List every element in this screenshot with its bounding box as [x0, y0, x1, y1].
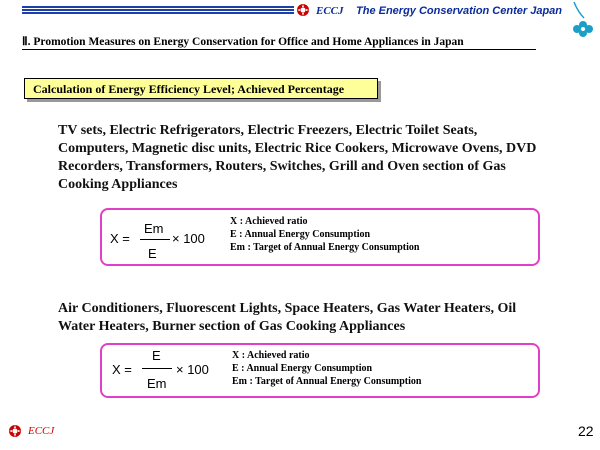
legend-x: X : Achieved ratio [230, 216, 308, 227]
footer-org-abbrev: ECCJ [28, 425, 55, 437]
legend-e: E : Annual Energy Consumption [230, 229, 371, 240]
formula-denominator: E [148, 246, 157, 261]
header-org-abbrev: ECCJ [316, 5, 344, 17]
header-rule [22, 6, 294, 15]
formula-multiplier: × 100 [172, 231, 205, 246]
header-org-name: The Energy Conservation Center Japan [356, 5, 562, 17]
legend-em: Em : Target of Annual Energy Consumption [232, 376, 422, 387]
eccj-logo-icon [296, 3, 310, 17]
clover-logo-icon [568, 0, 598, 42]
product-list-1: TV sets, Electric Refrigerators, Electric Freezers, Electric Toilet Seats, Computers, Magnetic disc units, Electric Rice Cookers, Microwave Ovens, DVD Recorders, Transformers, Routers, Switches, Grill and Oven section of Gas Cooking Appliances [58, 123, 537, 192]
page-number: 22 [578, 423, 594, 439]
fraction-bar [140, 239, 170, 240]
section-title: Ⅱ. Promotion Measures on Energy Conservation for Office and Home Appliances in Japan [22, 36, 464, 48]
title-underline [22, 49, 536, 50]
formula-lhs: X = [110, 231, 130, 246]
formula-numerator: Em [144, 221, 164, 236]
product-list-2: Air Conditioners, Fluorescent Lights, Space Heaters, Gas Water Heaters, Oil Water Heaters, Burner section of Gas Cooking Appliances [58, 301, 517, 334]
formula-numerator: E [152, 348, 161, 363]
legend-x: X : Achieved ratio [232, 350, 310, 361]
formula-box-2 [100, 343, 540, 398]
formula-box-1 [100, 208, 540, 266]
legend-e: E : Annual Energy Consumption [232, 363, 373, 374]
subtitle-box: Calculation of Energy Efficiency Level; Achieved Percentage [24, 78, 378, 99]
legend-em: Em : Target of Annual Energy Consumption [230, 242, 420, 253]
formula-multiplier: × 100 [176, 362, 209, 377]
fraction-bar [142, 368, 172, 369]
formula-lhs: X = [112, 362, 132, 377]
formula-denominator: Em [147, 376, 167, 391]
eccj-logo-icon [8, 424, 22, 438]
